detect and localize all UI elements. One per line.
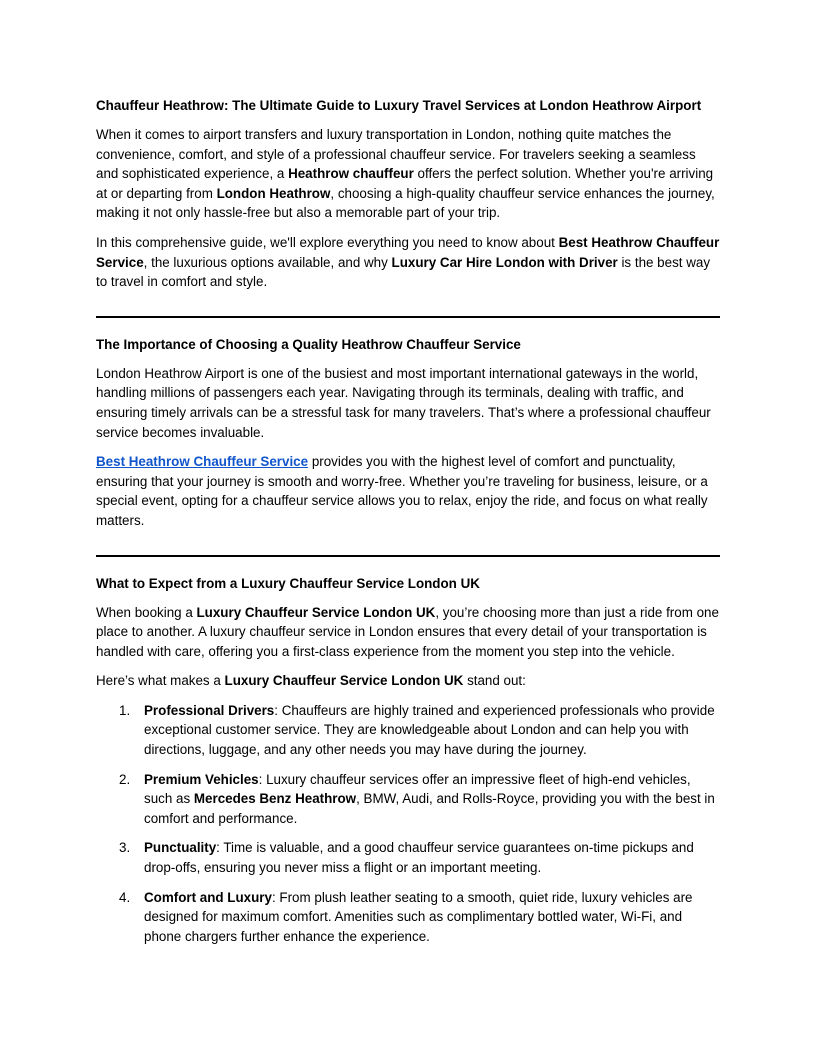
text-run: Here’s what makes a [96, 673, 225, 689]
document-title: Chauffeur Heathrow: The Ultimate Guide to Luxury Travel Services at London Heathrow Airport [96, 98, 702, 113]
text-run: is the best way to travel in comfort and style. [96, 254, 711, 290]
text-run: provides you with the highest level of comfort and punctuality, ensuring that your journey is smooth and worry-free. Whether you’re traveling for business, leisure, or a special event, opting for a chauffeur service allows you to relax, enjoy the ride, and focus on what really matters. [96, 454, 708, 528]
bold-term-luxury-chauffeur-service: Luxury Chauffeur Service London UK [196, 604, 436, 620]
text-run: : Time is valuable, and a good chauffeur service guarantees on-time pickups and drop-offs, ensuring you never miss a flight or an important meeting. [144, 840, 694, 876]
best-heathrow-chauffeur-service-link[interactable]: Best Heathrow Chauffeur Service [96, 454, 309, 470]
bold-term-heathrow-chauffeur: Heathrow chauffeur [288, 166, 414, 182]
intro-paragraph-1 [96, 125, 720, 223]
text-run: : Luxury chauffeur services offer an impressive fleet of high-end vehicles, such as [144, 771, 691, 807]
bold-term-london-heathrow: London Heathrow [216, 185, 331, 201]
list-item-term: Premium Vehicles [144, 771, 259, 787]
text-run: , choosing a high-quality chauffeur service enhances the journey, making it not only hassle-free but also a memorable part of your trip. [96, 185, 715, 221]
text-run: When booking a [96, 604, 197, 620]
list-number: 1. [119, 702, 131, 718]
section-heading-importance: The Importance of Choosing a Quality Heathrow Chauffeur Service [96, 336, 521, 352]
list-item-term: Comfort and Luxury [144, 889, 272, 905]
text-run: : From plush leather seating to a smooth, quiet ride, luxury vehicles are designed for maximum comfort. Amenities such as complimentary bottled water, Wi-Fi, and phone chargers further enhance the experience. [144, 889, 693, 944]
features-list [96, 701, 720, 947]
intro-paragraph-2 [96, 233, 720, 292]
section2-paragraph-2 [96, 671, 720, 691]
document-page [96, 96, 720, 946]
list-number: 3. [119, 840, 131, 856]
section2-paragraph-1 [96, 603, 720, 662]
text-run: In this comprehensive guide, we'll explore everything you need to know about [96, 234, 559, 250]
text-run: , BMW, Audi, and Rolls-Royce, providing you with the best in comfort and performance. [144, 791, 715, 826]
text-run: , you’re choosing more than just a ride from one place to another. A luxury chauffeur service in London ensures that every detail of your transportation is handled with care, offering you a first-class experience from the moment you step into the vehicle. [96, 604, 719, 659]
bold-term-mercedes-benz-heathrow: Mercedes Benz Heathrow [193, 791, 357, 807]
section1-paragraph-1: London Heathrow Airport is one of the busiest and most important international gateways in the world, handling millions of passengers each year. Navigating through its terminals, dealing with traffic, and ensuring timely arrivals can be a stressful task for many travelers. That’s where a professional chauffeur service becomes invaluable. [96, 365, 711, 440]
horizontal-rule [96, 316, 720, 318]
section-heading-what-to-expect: What to Expect from a Luxury Chauffeur Service London UK [96, 575, 480, 591]
section1-paragraph-2 [96, 452, 720, 530]
text-run: , the luxurious options available, and why [143, 254, 392, 270]
list-number: 2. [119, 771, 131, 787]
bold-term-luxury-car-hire: Luxury Car Hire London with Driver [391, 254, 618, 270]
list-number: 4. [119, 889, 131, 905]
list-item [96, 770, 720, 829]
text-run: : Chauffeurs are highly trained and experienced professionals who provide exceptional customer service. They are knowledgeable about London and can help you with directions, luggage, and any other needs you may have during the journey. [144, 702, 715, 758]
horizontal-rule [96, 555, 720, 557]
text-run: stand out: [463, 673, 526, 689]
list-item [96, 888, 720, 947]
bold-term-luxury-chauffeur-service: Luxury Chauffeur Service London UK [224, 673, 464, 689]
text-run: When it comes to airport transfers and luxury transportation in London, nothing quite matches the convenience, comfort, and style of a professional chauffeur service. For travelers seeking a seamless and sophisticated experience, a [96, 127, 696, 182]
bold-term-best-heathrow-chauffeur-service: Best Heathrow Chauffeur Service [96, 234, 720, 270]
text-run: offers the perfect solution. Whether you're arriving at or departing from [96, 166, 714, 201]
list-item [96, 838, 720, 877]
list-item-term: Punctuality [144, 840, 217, 856]
list-item-term: Professional Drivers [144, 702, 275, 718]
list-item [96, 701, 720, 760]
